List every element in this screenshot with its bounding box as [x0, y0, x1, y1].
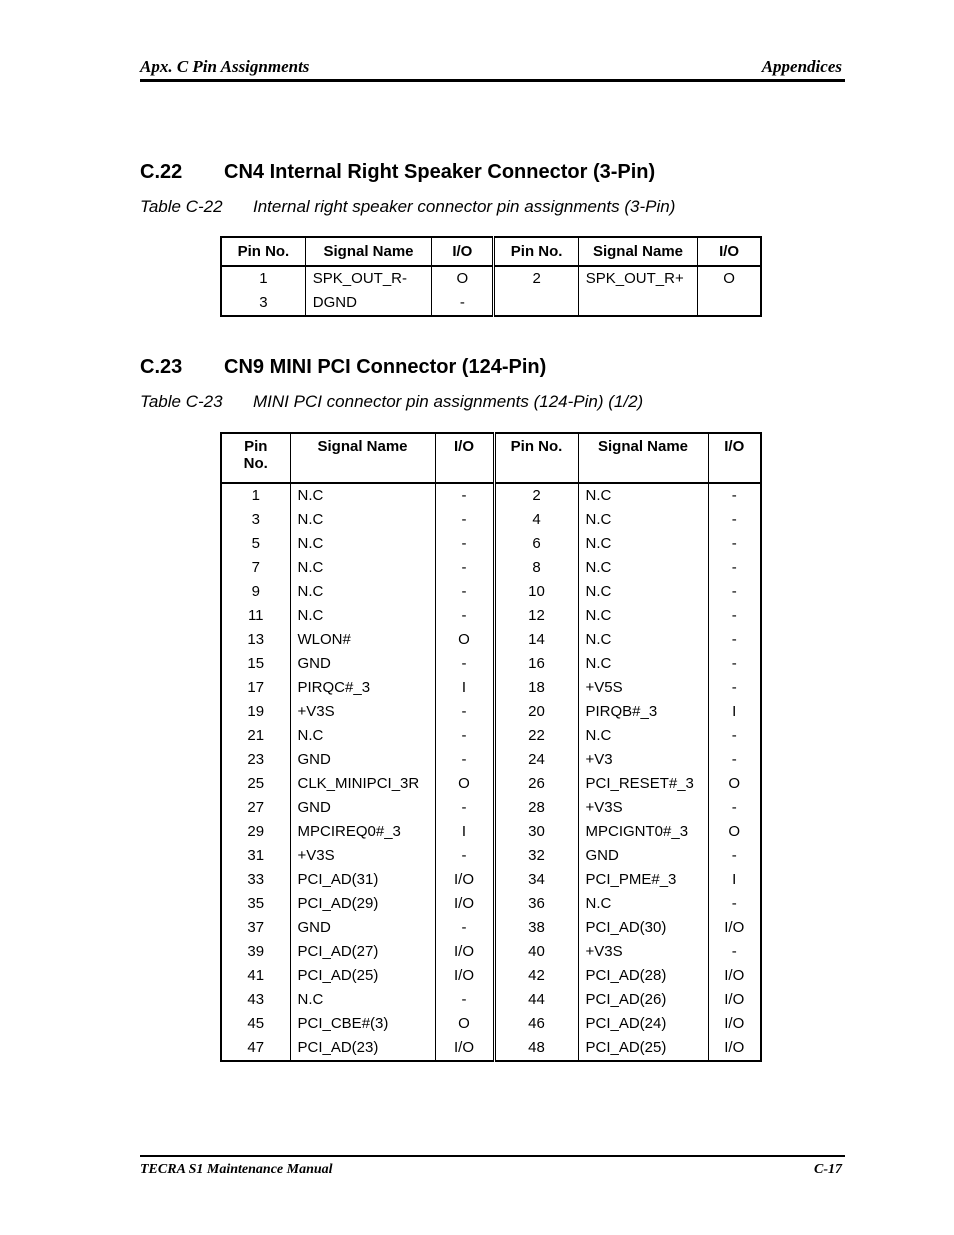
table-cell: I/O [708, 1012, 761, 1036]
table-cell: - [708, 796, 761, 820]
table-cell: I/O [708, 916, 761, 940]
table-header-row [221, 237, 761, 266]
table-cell: 40 [494, 940, 578, 964]
table-cell: N.C [290, 724, 435, 748]
table-cell: - [708, 580, 761, 604]
table-cell: CLK_MINIPCI_3R [290, 772, 435, 796]
table-cell: - [708, 483, 761, 508]
table-row [221, 1012, 761, 1036]
table-cell: - [708, 940, 761, 964]
table-cell: - [435, 724, 494, 748]
table-cell: 37 [221, 916, 290, 940]
table-row [221, 844, 761, 868]
table-row [221, 724, 761, 748]
table-cell: PCI_AD(29) [290, 892, 435, 916]
section-number: C.22 [140, 161, 183, 183]
column-header [221, 433, 290, 483]
table-cell: 17 [221, 676, 290, 700]
table-cell: - [435, 748, 494, 772]
footer-manual-title: TECRA S1 Maintenance Manual [140, 1162, 333, 1177]
column-header: Pin No. [494, 433, 578, 483]
table-cell: 5 [221, 532, 290, 556]
table-cell: - [435, 580, 494, 604]
table-cell: - [435, 700, 494, 724]
table-row [221, 892, 761, 916]
table-cell: I/O [708, 964, 761, 988]
table-cell: - [435, 988, 494, 1012]
table-cell: 31 [221, 844, 290, 868]
table-cell: 11 [221, 604, 290, 628]
table-cell: GND [290, 748, 435, 772]
table-cell: 30 [494, 820, 578, 844]
table-cell: MPCIGNT0#_3 [578, 820, 708, 844]
table-cell: - [708, 652, 761, 676]
table-row [221, 700, 761, 724]
table-cell: 19 [221, 700, 290, 724]
table-cell: - [708, 532, 761, 556]
table-row [221, 868, 761, 892]
table-cell: +V3S [578, 796, 708, 820]
table-cell: I/O [435, 868, 494, 892]
table-cell: O [435, 628, 494, 652]
table-row [221, 676, 761, 700]
table-cell: 22 [494, 724, 578, 748]
table-cell: PCI_AD(28) [578, 964, 708, 988]
table-cell: PCI_AD(24) [578, 1012, 708, 1036]
table-cell: I [435, 676, 494, 700]
table-cell: 35 [221, 892, 290, 916]
table-cell: 47 [221, 1036, 290, 1061]
table-cell: I [708, 868, 761, 892]
table-cell: 10 [494, 580, 578, 604]
column-header: Pin No. [221, 237, 305, 266]
table-row [221, 916, 761, 940]
table-cell: O [708, 772, 761, 796]
table-row [221, 556, 761, 580]
table-row [221, 748, 761, 772]
table-cell: 7 [221, 556, 290, 580]
table-cell: N.C [290, 483, 435, 508]
table-cell: O [708, 820, 761, 844]
table-cell: - [708, 556, 761, 580]
table-cell: - [435, 796, 494, 820]
table-cell: +V3S [578, 940, 708, 964]
table-cell: - [708, 892, 761, 916]
table-cell: I/O [435, 892, 494, 916]
table-row [221, 291, 761, 316]
table-cell: 13 [221, 628, 290, 652]
table-cell: I/O [435, 1036, 494, 1061]
section-title: CN9 MINI PCI Connector (124-Pin) [224, 356, 547, 378]
column-header: I/O [708, 433, 761, 483]
table-cell: I [435, 820, 494, 844]
table-cell: N.C [290, 988, 435, 1012]
table-cell: 2 [494, 266, 578, 291]
table-cell: I/O [435, 940, 494, 964]
table-cell: PCI_AD(23) [290, 1036, 435, 1061]
table-row [221, 820, 761, 844]
table-cell: 23 [221, 748, 290, 772]
table-cell: +V5S [578, 676, 708, 700]
section-title: CN4 Internal Right Speaker Connector (3-Pin) [224, 161, 656, 183]
table-cell: PCI_AD(27) [290, 940, 435, 964]
header-section: Appendices [761, 57, 842, 76]
table-cell: GND [290, 916, 435, 940]
table-cell: 38 [494, 916, 578, 940]
table-cell: 18 [494, 676, 578, 700]
table-cell: 21 [221, 724, 290, 748]
table-cell: 3 [221, 291, 305, 316]
table-cell: 27 [221, 796, 290, 820]
page-number: C-17 [814, 1162, 842, 1177]
table-row [221, 483, 761, 508]
column-header: Signal Name [290, 433, 435, 483]
table-body [221, 266, 761, 316]
caption-text: Internal right speaker connector pin assignments (3-Pin) [253, 197, 676, 216]
table-cell: I/O [708, 988, 761, 1012]
table-cell: +V3S [290, 844, 435, 868]
footer-rule [140, 1155, 845, 1157]
table-row [221, 1036, 761, 1061]
table-cell: 12 [494, 604, 578, 628]
table-cell: - [435, 652, 494, 676]
table-cell: 6 [494, 532, 578, 556]
table-cell: 25 [221, 772, 290, 796]
pin-table-c23 [220, 432, 762, 1062]
table-cell: 28 [494, 796, 578, 820]
table-cell: - [432, 291, 494, 316]
table-row [221, 652, 761, 676]
table-cell: PCI_RESET#_3 [578, 772, 708, 796]
table-cell: I/O [435, 964, 494, 988]
table-cell: 39 [221, 940, 290, 964]
table-cell: 46 [494, 1012, 578, 1036]
table-cell: 2 [494, 483, 578, 508]
table-cell: 42 [494, 964, 578, 988]
table-cell: SPK_OUT_R- [305, 266, 431, 291]
table-cell: 8 [494, 556, 578, 580]
table-cell: PCI_AD(30) [578, 916, 708, 940]
table-cell: 9 [221, 580, 290, 604]
table-cell: N.C [578, 483, 708, 508]
table-cell: N.C [578, 892, 708, 916]
table-cell: - [708, 844, 761, 868]
table-cell: - [435, 532, 494, 556]
table-cell: N.C [578, 556, 708, 580]
table-cell: 41 [221, 964, 290, 988]
table-cell: O [435, 1012, 494, 1036]
table-cell: N.C [578, 628, 708, 652]
table-cell: +V3S [290, 700, 435, 724]
table-cell: N.C [290, 604, 435, 628]
table-cell: DGND [305, 291, 431, 316]
table-cell: GND [290, 652, 435, 676]
table-cell: 36 [494, 892, 578, 916]
table-cell: 43 [221, 988, 290, 1012]
table-row [221, 628, 761, 652]
table-cell: N.C [578, 580, 708, 604]
table-row [221, 508, 761, 532]
column-header: Signal Name [578, 433, 708, 483]
table-row [221, 964, 761, 988]
table-cell: - [435, 508, 494, 532]
column-header: I/O [698, 237, 761, 266]
table-cell: 45 [221, 1012, 290, 1036]
table-cell: - [435, 844, 494, 868]
caption-number: Table C-22 [140, 197, 223, 216]
table-cell: WLON# [290, 628, 435, 652]
table-row [221, 604, 761, 628]
table-row [221, 796, 761, 820]
header-rule [140, 79, 845, 82]
table-cell [494, 291, 578, 316]
table-cell: PCI_PME#_3 [578, 868, 708, 892]
table-cell: N.C [578, 532, 708, 556]
table-cell: 15 [221, 652, 290, 676]
table-cell: 29 [221, 820, 290, 844]
table-row [221, 940, 761, 964]
pin-table-c22 [220, 236, 762, 317]
table-cell: O [435, 772, 494, 796]
table-cell: - [708, 508, 761, 532]
table-row [221, 266, 761, 291]
section-number: C.23 [140, 356, 183, 378]
header-chapter: Apx. C Pin Assignments [140, 57, 310, 76]
table-cell: - [435, 604, 494, 628]
table-cell: 48 [494, 1036, 578, 1061]
table-cell [578, 291, 697, 316]
table-cell: GND [290, 796, 435, 820]
table-cell: 14 [494, 628, 578, 652]
table-cell: +V3 [578, 748, 708, 772]
table-cell: I/O [708, 1036, 761, 1061]
table-cell: - [708, 676, 761, 700]
table-cell: SPK_OUT_R+ [578, 266, 697, 291]
table-cell: 4 [494, 508, 578, 532]
table-cell: GND [578, 844, 708, 868]
table-cell: PCI_CBE#(3) [290, 1012, 435, 1036]
table-cell: PCI_AD(25) [290, 964, 435, 988]
table-cell: 26 [494, 772, 578, 796]
table-cell [698, 291, 761, 316]
table-cell: N.C [290, 556, 435, 580]
table-row [221, 772, 761, 796]
table-cell: N.C [290, 580, 435, 604]
table-cell: - [708, 748, 761, 772]
table-cell: 1 [221, 266, 305, 291]
table-cell: - [435, 916, 494, 940]
column-header: Signal Name [305, 237, 431, 266]
table-cell: 33 [221, 868, 290, 892]
table-cell: - [708, 724, 761, 748]
table-header-row [221, 433, 761, 483]
column-header: I/O [435, 433, 494, 483]
table-cell: 24 [494, 748, 578, 772]
table-cell: PIRQB#_3 [578, 700, 708, 724]
table-cell: MPCIREQ0#_3 [290, 820, 435, 844]
table-body [221, 483, 761, 1061]
table-cell: 16 [494, 652, 578, 676]
table-cell: I [708, 700, 761, 724]
table-row [221, 988, 761, 1012]
table-cell: 44 [494, 988, 578, 1012]
table-row [221, 580, 761, 604]
table-cell: - [435, 556, 494, 580]
table-cell: PCI_AD(31) [290, 868, 435, 892]
table-cell: O [698, 266, 761, 291]
table-cell: PIRQC#_3 [290, 676, 435, 700]
table-cell: 1 [221, 483, 290, 508]
table-cell: - [708, 604, 761, 628]
table-cell: - [708, 628, 761, 652]
caption-number: Table C-23 [140, 392, 223, 411]
caption-text: MINI PCI connector pin assignments (124-Pin) (1/2) [253, 392, 644, 411]
table-cell: N.C [578, 508, 708, 532]
table-cell: N.C [290, 508, 435, 532]
column-header-text: Pin No. [243, 438, 268, 472]
table-cell: O [432, 266, 494, 291]
column-header: Signal Name [578, 237, 697, 266]
table-cell: N.C [578, 724, 708, 748]
column-header: I/O [432, 237, 494, 266]
table-cell: 20 [494, 700, 578, 724]
table-cell: 34 [494, 868, 578, 892]
table-cell: N.C [578, 604, 708, 628]
column-header: Pin No. [494, 237, 578, 266]
table-cell: N.C [578, 652, 708, 676]
table-cell: PCI_AD(25) [578, 1036, 708, 1061]
table-cell: 32 [494, 844, 578, 868]
table-cell: N.C [290, 532, 435, 556]
table-cell: 3 [221, 508, 290, 532]
table-row [221, 532, 761, 556]
table-cell: PCI_AD(26) [578, 988, 708, 1012]
table-cell: - [435, 483, 494, 508]
